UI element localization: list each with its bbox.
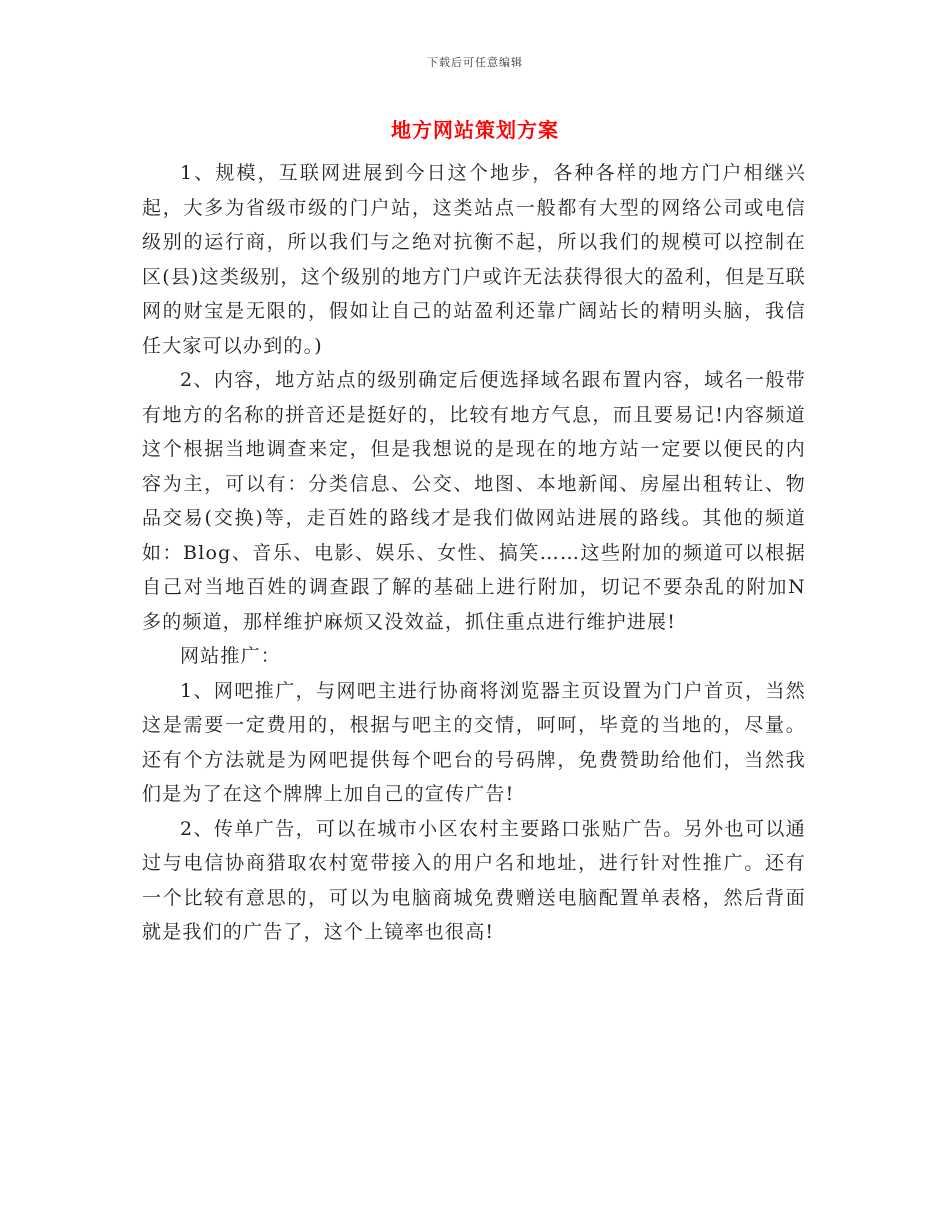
paragraph-scale: 1、规模，互联网进展到今日这个地步，各种各样的地方门户相继兴起，大多为省级市级的门户站，这类站点一般都有大型的网络公司或电信级别的运行商，所以我们与之绝对抗衡不起，所以我们的规模可以控制在区(县)这类级别，这个级别的地方门户或许无法获得很大的盈利，但是互联网的财宝是无限的，假如让自己的站盈利还靠广阔站长的精明头脑，我信任大家可以办到的。) [142, 162, 806, 357]
paragraph-netcafe-promotion: 1、网吧推广，与网吧主进行协商将浏览器主页设置为门户首页，当然这是需要一定费用的，根据与吧主的交情，呵呵，毕竟的当地的，尽量。还有个方法就是为网吧提供每个吧台的号码牌，免费赞助给他们，当然我们是为了在这个牌牌上加自己的宣传广告! [142, 679, 806, 805]
paragraph-flyer-promotion: 2、传单广告，可以在城市小区农村主要路口张贴广告。另外也可以通过与电信协商猎取农村宽带接入的用户名和地址，进行针对性推广。还有一个比较有意思的，可以为电脑商城免费赠送电脑配置单表格，然后背面就是我们的广告了，这个上镜率也很高! [142, 817, 806, 943]
paragraph-content: 2、内容，地方站点的级别确定后便选择域名跟布置内容，域名一般带有地方的名称的拼音还是挺好的，比较有地方气息，而且要易记!内容频道这个根据当地调查来定，但是我想说的是现在的地方站一定要以便民的内容为主，可以有：分类信息、公交、地图、本地新闻、房屋出租转让、物品交易(交换)等，走百姓的路线才是我们做网站进展的路线。其他的频道如：Blog、音乐、电影、娱乐、女性、搞笑……这些附加的频道可以根据自己对当地百姓的调查跟了解的基础上进行附加，切记不要杂乱的附加N多的频道，那样维护麻烦又没效益，抓住重点进行维护进展! [142, 369, 806, 633]
document-title: 地方网站策划方案 [391, 118, 559, 142]
paragraph-promotion-heading: 网站推广： [180, 645, 282, 667]
document-body [142, 156, 806, 950]
page-header: 下载后可任意编辑 [427, 56, 523, 69]
